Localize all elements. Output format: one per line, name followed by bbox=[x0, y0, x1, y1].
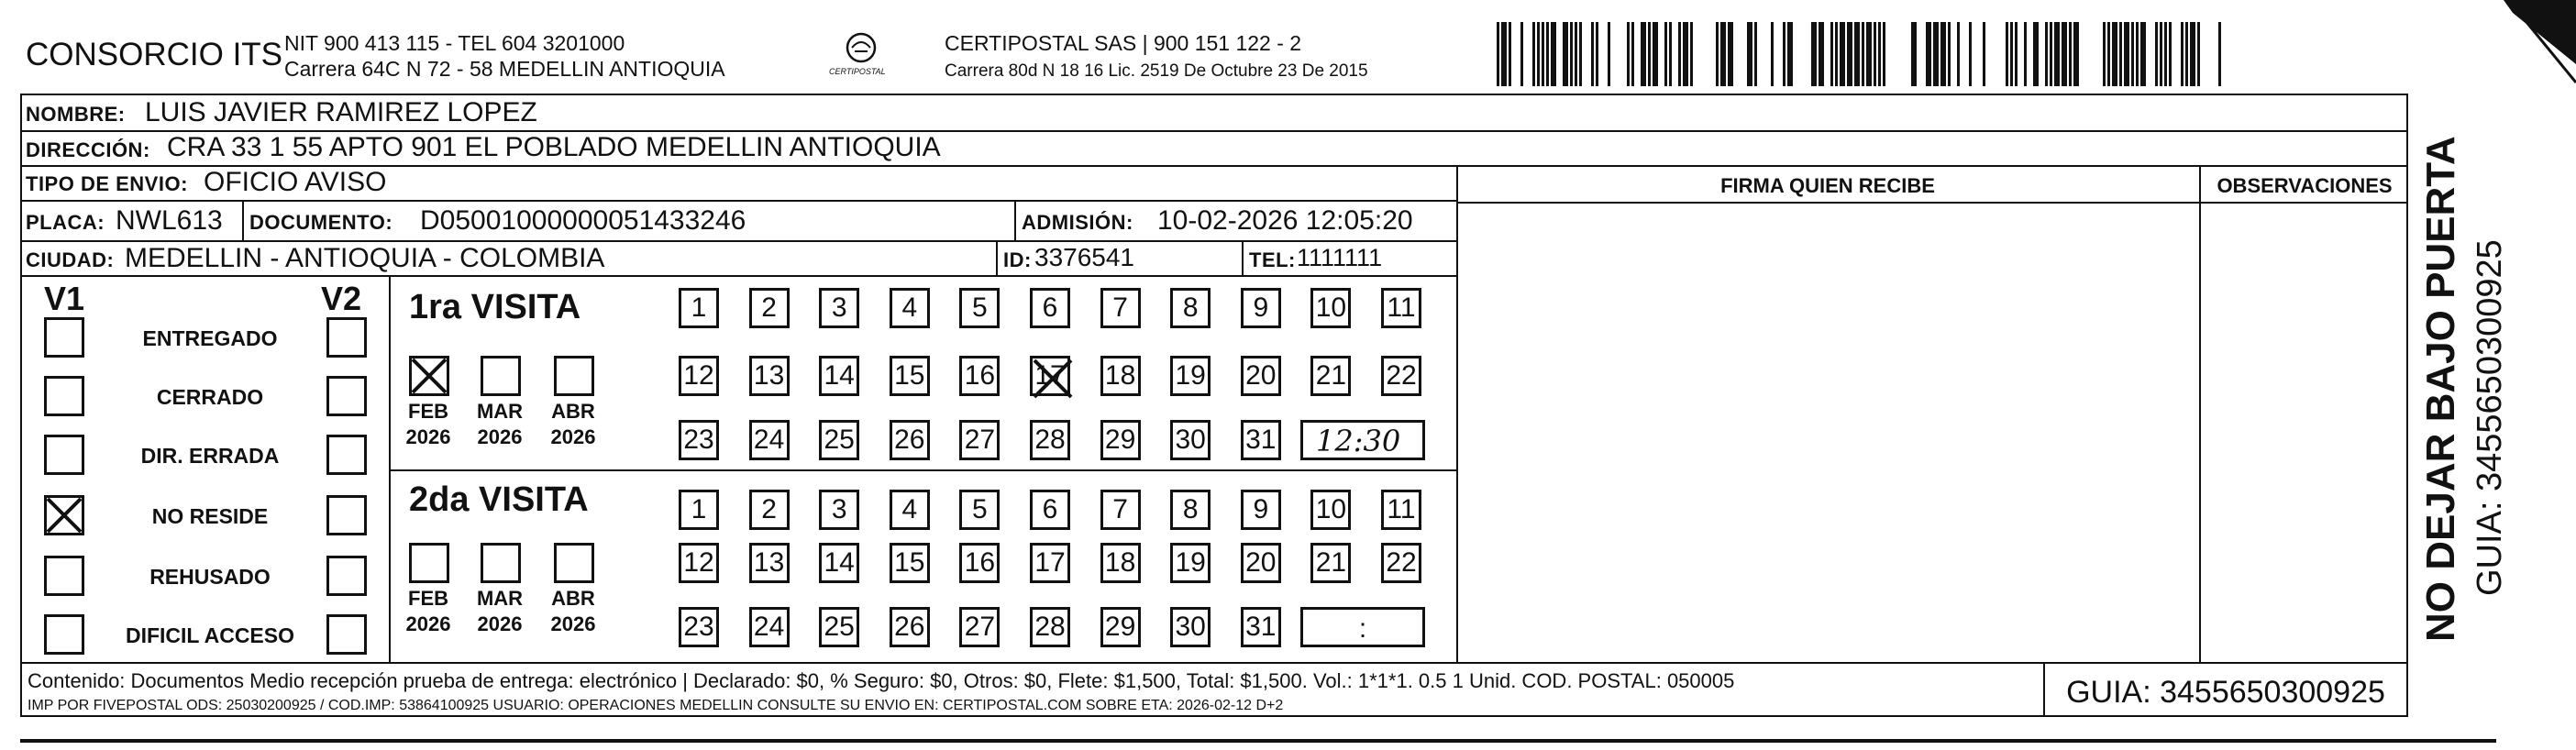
day-box[interactable]: 11 bbox=[1381, 288, 1421, 328]
day-box[interactable]: 28 bbox=[1030, 420, 1070, 460]
day-box[interactable]: 30 bbox=[1170, 420, 1211, 460]
divider bbox=[2199, 165, 2201, 662]
day-box[interactable]: 31 bbox=[1241, 420, 1281, 460]
day-box[interactable]: 22 bbox=[1381, 356, 1421, 396]
logo-icon bbox=[822, 29, 901, 84]
logo-text: CERTIPOSTAL bbox=[829, 67, 886, 76]
month-checkbox[interactable] bbox=[554, 543, 594, 583]
divider bbox=[1456, 165, 1458, 662]
day-box[interactable]: 23 bbox=[679, 420, 719, 460]
day-box[interactable]: 18 bbox=[1100, 356, 1141, 396]
observations-label: OBSERVACIONES bbox=[2217, 174, 2393, 197]
company-address-line: Carrera 64C N 72 - 58 MEDELLIN ANTIOQUIA bbox=[284, 57, 725, 81]
v2-label: V2 bbox=[321, 280, 362, 317]
day-box[interactable]: 28 bbox=[1030, 607, 1070, 647]
month-checkbox[interactable] bbox=[409, 543, 449, 583]
day-box[interactable]: 3 bbox=[819, 288, 859, 328]
check-x-icon bbox=[409, 356, 449, 396]
day-box[interactable]: 20 bbox=[1241, 356, 1281, 396]
month-checkbox[interactable] bbox=[409, 356, 449, 396]
check-x-icon bbox=[44, 495, 84, 535]
day-box[interactable]: 27 bbox=[959, 607, 1000, 647]
status-label: DIFICIL ACCESO bbox=[125, 623, 294, 647]
day-box[interactable]: 30 bbox=[1170, 607, 1211, 647]
day-box[interactable]: 12 bbox=[679, 543, 719, 583]
day-box[interactable]: 4 bbox=[890, 490, 930, 530]
day-box[interactable]: 8 bbox=[1170, 288, 1211, 328]
day-box[interactable]: 25 bbox=[819, 420, 859, 460]
status-v2-checkbox[interactable] bbox=[326, 435, 367, 475]
divider bbox=[242, 200, 244, 240]
first-visit-time: 12:30 bbox=[1316, 424, 1401, 458]
month-name: ABR bbox=[551, 400, 595, 423]
day-box[interactable]: 18 bbox=[1100, 543, 1141, 583]
day-box[interactable]: 11 bbox=[1381, 490, 1421, 530]
day-box[interactable]: 31 bbox=[1241, 607, 1281, 647]
month-year: 2026 bbox=[550, 425, 596, 448]
day-box[interactable]: 25 bbox=[819, 607, 859, 647]
status-v2-checkbox[interactable] bbox=[326, 317, 367, 358]
day-box[interactable]: 24 bbox=[749, 420, 790, 460]
status-v2-checkbox[interactable] bbox=[326, 495, 367, 535]
status-label: NO RESIDE bbox=[151, 504, 269, 528]
day-box[interactable]: 19 bbox=[1170, 543, 1211, 583]
day-box[interactable]: 13 bbox=[749, 543, 790, 583]
day-box[interactable]: 7 bbox=[1100, 288, 1141, 328]
status-v1-checkbox[interactable] bbox=[44, 317, 84, 358]
month-name: MAR bbox=[476, 587, 524, 610]
status-v1-checkbox[interactable] bbox=[44, 614, 84, 655]
day-box[interactable]: 15 bbox=[890, 356, 930, 396]
month-year: 2026 bbox=[477, 425, 523, 448]
tel-label: TEL: bbox=[1249, 248, 1296, 271]
status-v2-checkbox[interactable] bbox=[326, 614, 367, 655]
recipient-name: LUIS JAVIER RAMIREZ LOPEZ bbox=[145, 97, 537, 127]
v1-label: V1 bbox=[44, 280, 85, 317]
day-box[interactable]: 13 bbox=[749, 356, 790, 396]
divider bbox=[996, 240, 998, 275]
day-box[interactable]: 2 bbox=[749, 288, 790, 328]
side-guia: GUIA: 3455650300925 bbox=[2471, 239, 2509, 596]
barcode bbox=[1497, 22, 2228, 86]
month-year: 2026 bbox=[405, 425, 451, 448]
first-visit-time-box[interactable] bbox=[1300, 420, 1425, 460]
footer-print-info: IMP POR FIVEPOSTAL ODS: 25030200925 / COD.IMP: 53864100925 USUARIO: OPERACIONES MEDELLIN CONSULTE SU ENVIO EN: CERTIPOSTAL.COM SOBRE ETA: 2026-02-12 D+2 bbox=[28, 698, 1284, 713]
status-label: REHUSADO bbox=[149, 565, 271, 589]
footer-guia: GUIA: 3455650300925 bbox=[2066, 675, 2385, 710]
status-label: ENTREGADO bbox=[142, 326, 278, 350]
recipient-address: CRA 33 1 55 APTO 901 EL POBLADO MEDELLIN ANTIOQUIA bbox=[167, 132, 941, 162]
status-v2-checkbox[interactable] bbox=[326, 556, 367, 596]
day-box[interactable]: 14 bbox=[819, 356, 859, 396]
day-box[interactable]: 27 bbox=[959, 420, 1000, 460]
day-box[interactable]: 23 bbox=[679, 607, 719, 647]
address-label: DIRECCIÓN: bbox=[26, 138, 150, 161]
name-label: NOMBRE: bbox=[26, 103, 126, 126]
footer-contents: Contenido: Documentos Medio recepción prueba de entrega: electrónico | Declarado: $0, % Seguro: $0, Otros: $0, Flete: $1,500, Total: $1,500. Vol.: 1*1*1. 0.5 1 Unid. COD. POSTAL: 050005 bbox=[28, 669, 1735, 692]
month-checkbox[interactable] bbox=[481, 356, 521, 396]
bottom-edge bbox=[20, 739, 2496, 743]
status-v2-checkbox[interactable] bbox=[326, 376, 367, 416]
status-label: CERRADO bbox=[156, 385, 264, 409]
month-name: ABR bbox=[551, 587, 595, 610]
day-box[interactable]: 17 bbox=[1030, 356, 1070, 396]
first-visit-title: 1ra VISITA bbox=[409, 288, 581, 326]
city-value: MEDELLIN - ANTIOQUIA - COLOMBIA bbox=[125, 243, 605, 273]
day-box[interactable]: 6 bbox=[1030, 288, 1070, 328]
document-label: DOCUMENTO: bbox=[249, 211, 393, 234]
day-box[interactable]: 8 bbox=[1170, 490, 1211, 530]
plate-label: PLACA: bbox=[26, 211, 105, 234]
month-checkbox[interactable] bbox=[481, 543, 521, 583]
month-year: 2026 bbox=[405, 612, 451, 635]
day-box[interactable]: 21 bbox=[1310, 543, 1351, 583]
company-name: CONSORCIO ITS bbox=[26, 37, 283, 72]
day-box[interactable]: 5 bbox=[959, 490, 1000, 530]
day-box[interactable]: 7 bbox=[1100, 490, 1141, 530]
second-visit-title: 2da VISITA bbox=[409, 480, 589, 519]
day-box[interactable]: 5 bbox=[959, 288, 1000, 328]
city-label: CIUDAD: bbox=[26, 248, 115, 271]
scan-edge bbox=[2504, 0, 2576, 750]
day-box[interactable]: 2 bbox=[749, 490, 790, 530]
day-box[interactable]: 12 bbox=[679, 356, 719, 396]
day-box[interactable]: 24 bbox=[749, 607, 790, 647]
plate-value: NWL613 bbox=[116, 205, 223, 236]
company-nit-line: NIT 900 413 115 - TEL 604 3201000 bbox=[284, 31, 625, 55]
certipostal-logo bbox=[822, 29, 901, 84]
day-box[interactable]: 6 bbox=[1030, 490, 1070, 530]
tel-value: 1111111 bbox=[1297, 244, 1383, 271]
day-box[interactable]: 10 bbox=[1310, 288, 1351, 328]
month-name: MAR bbox=[476, 400, 524, 423]
day-box[interactable]: 17 bbox=[1030, 543, 1070, 583]
day-box[interactable]: 9 bbox=[1241, 490, 1281, 530]
status-label: DIR. ERRADA bbox=[140, 444, 280, 468]
day-box[interactable]: 21 bbox=[1310, 356, 1351, 396]
divider bbox=[1242, 240, 1244, 275]
day-box[interactable]: 29 bbox=[1100, 420, 1141, 460]
divider bbox=[20, 275, 1456, 277]
id-label: ID: bbox=[1003, 248, 1032, 271]
day-box[interactable]: 10 bbox=[1310, 490, 1351, 530]
day-box[interactable]: 26 bbox=[890, 420, 930, 460]
day-box[interactable]: 1 bbox=[679, 490, 719, 530]
divider bbox=[389, 469, 1456, 471]
divider bbox=[389, 275, 391, 662]
carrier-license-line: Carrera 80d N 18 16 Lic. 2519 De Octubre 23 De 2015 bbox=[945, 61, 1368, 81]
document-value: D05001000000051433246 bbox=[420, 205, 746, 236]
day-box[interactable]: 15 bbox=[890, 543, 930, 583]
carrier-line: CERTIPOSTAL SAS | 900 151 122 - 2 bbox=[945, 31, 1302, 55]
admission-value: 10-02-2026 12:05:20 bbox=[1157, 205, 1413, 236]
day-box[interactable]: 26 bbox=[890, 607, 930, 647]
shipment-type: OFICIO AVISO bbox=[204, 167, 387, 197]
day-box[interactable]: 22 bbox=[1381, 543, 1421, 583]
divider bbox=[20, 200, 1456, 202]
admission-label: ADMISIÓN: bbox=[1022, 211, 1133, 234]
shipment-type-label: TIPO DE ENVIO: bbox=[26, 172, 188, 195]
day-box[interactable]: 19 bbox=[1170, 356, 1211, 396]
day-mark-icon bbox=[1027, 353, 1077, 403]
divider bbox=[20, 662, 2408, 664]
divider bbox=[1014, 200, 1016, 240]
day-box[interactable]: 9 bbox=[1241, 288, 1281, 328]
day-box[interactable]: 4 bbox=[890, 288, 930, 328]
month-year: 2026 bbox=[550, 612, 596, 635]
second-visit-time: : bbox=[1358, 613, 1367, 644]
day-box[interactable]: 29 bbox=[1100, 607, 1141, 647]
day-box[interactable]: 16 bbox=[959, 543, 1000, 583]
day-box[interactable]: 1 bbox=[679, 288, 719, 328]
day-box[interactable]: 20 bbox=[1241, 543, 1281, 583]
month-name: FEB bbox=[408, 400, 448, 423]
day-box[interactable]: 16 bbox=[959, 356, 1000, 396]
side-warning: NO DEJAR BAJO PUERTA bbox=[2418, 136, 2463, 642]
id-value: 3376541 bbox=[1034, 243, 1135, 271]
status-v1-checkbox[interactable] bbox=[44, 376, 84, 416]
month-year: 2026 bbox=[477, 612, 523, 635]
month-checkbox[interactable] bbox=[554, 356, 594, 396]
divider bbox=[1456, 202, 2408, 204]
day-box[interactable]: 14 bbox=[819, 543, 859, 583]
second-visit-time-box[interactable] bbox=[1300, 607, 1425, 647]
day-box[interactable]: 3 bbox=[819, 490, 859, 530]
status-v1-checkbox[interactable] bbox=[44, 495, 84, 535]
month-name: FEB bbox=[408, 587, 448, 610]
status-v1-checkbox[interactable] bbox=[44, 556, 84, 596]
status-v1-checkbox[interactable] bbox=[44, 435, 84, 475]
signature-label: FIRMA QUIEN RECIBE bbox=[1720, 174, 1935, 197]
